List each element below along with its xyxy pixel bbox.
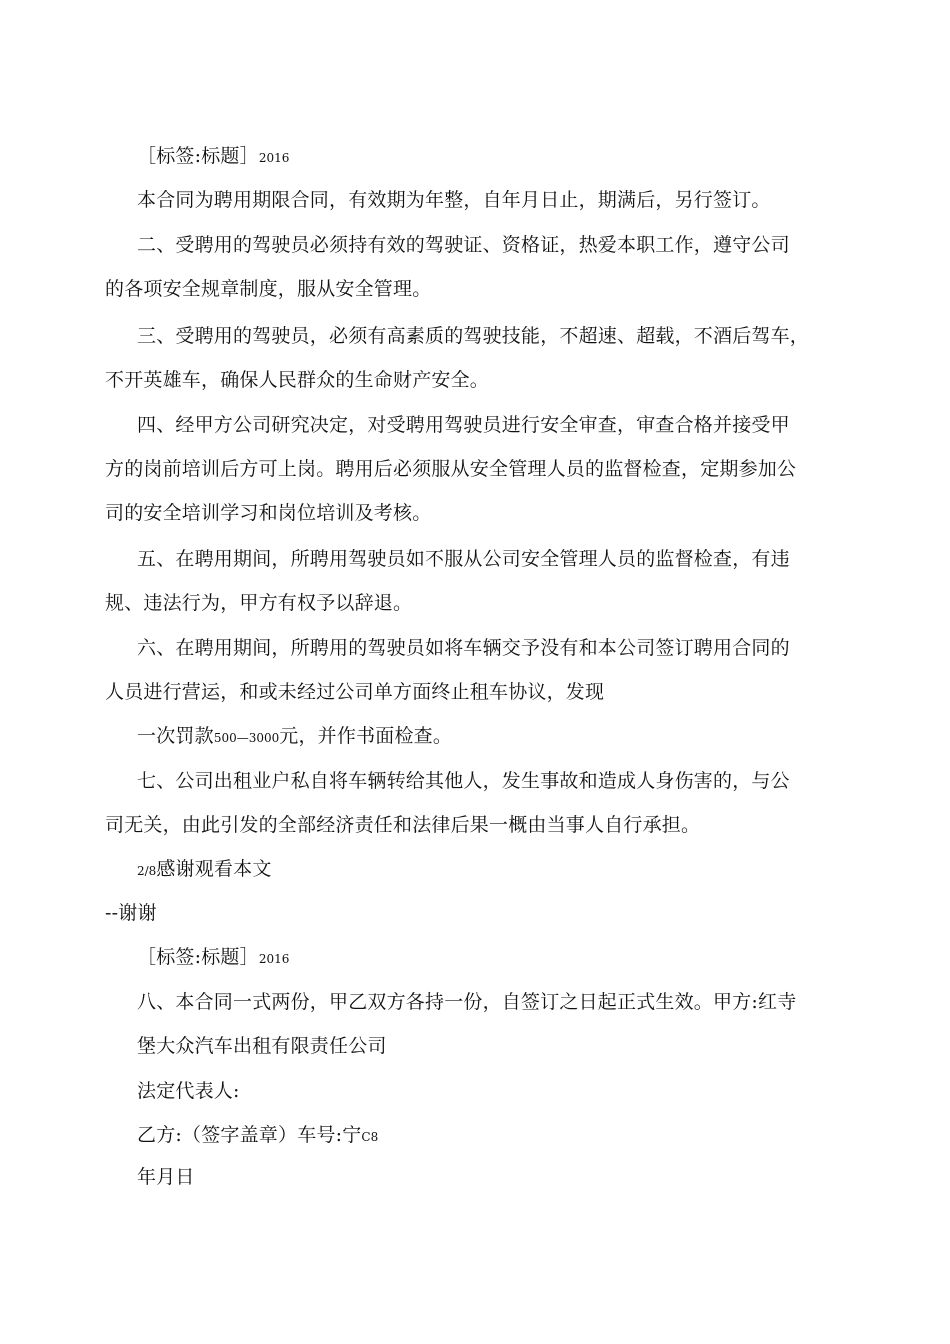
clause-8-line-2: 堡大众汽车出租有限责任公司 [137,1035,387,1057]
tag-line-2 [137,942,289,969]
tag-label: ［标签:标题］ [137,145,259,167]
clause-4-line-1: 四、经甲方公司研究决定，对受聘用驾驶员进行安全审查，审查合格并接受甲 [137,414,790,436]
clause-6-line-3 [137,721,452,748]
legal-representative: 法定代表人: [137,1080,240,1102]
clause-6-line-2: 人员进行营运，和或未经过公司单方面终止租车协议，发现 [105,681,605,703]
party-b-label: 乙方:（签字盖章）车号:宁 [137,1124,362,1146]
thanks-text: 感谢观看本文 [156,858,272,880]
fine-prefix: 一次罚款 [137,725,214,747]
clause-4-line-2: 方的岗前培训后方可上岗。聘用后必须服从安全管理人员的监督检查，定期参加公 [105,458,797,480]
fine-suffix: 元，并作书面检查。 [279,725,453,747]
clause-8-line-1: 八、本合同一式两份，甲乙双方各持一份，自签订之日起正式生效。甲方:红寺 [137,991,797,1013]
clause-5-line-2: 规、违法行为，甲方有权予以辞退。 [105,592,413,614]
clause-3-line-2: 不开英雄车，确保人民群众的生命财产安全。 [105,369,490,391]
clause-2-line-1: 二、受聘用的驾驶员必须持有效的驾驶证、资格证，热爱本职工作，遵守公司 [137,234,790,256]
thanks-line: --谢谢 [105,902,157,924]
tag-line-1 [137,141,289,168]
year-label: 2016 [258,952,290,966]
clause-5-line-1: 五、在聘用期间，所聘用驾驶员如不服从公司安全管理人员的监督检查，有违 [137,548,790,570]
clause-7-line-1: 七、公司出租业户私自将车辆转给其他人，发生事故和造成人身伤害的，与公 [137,770,790,792]
page-number: 2/8 [137,864,157,878]
clause-4-line-3: 司的安全培训学习和岗位培训及考核。 [105,502,432,524]
year-label: 2016 [258,151,290,165]
clause-6-line-1: 六、在聘用期间，所聘用的驾驶员如将车辆交予没有和本公司签订聘用合同的 [137,637,790,659]
tag-label: ［标签:标题］ [137,946,259,968]
date-line: 年月日 [137,1166,195,1188]
fine-amount: 500—3000 [213,731,280,745]
clause-3-line-1: 三、受聘用的驾驶员，必须有高素质的驾驶技能，不超速、超载，不酒后驾车， [137,325,810,347]
clause-7-line-2: 司无关，由此引发的全部经济责任和法律后果一概由当事人自行承担。 [105,814,701,836]
plate-number: C8 [361,1130,379,1144]
party-b-line [137,1120,378,1147]
page-footer [137,854,272,881]
intro-paragraph: 本合同为聘用期限合同，有效期为年整，自年月日止，期满后，另行签订。 [137,189,771,211]
clause-2-line-2: 的各项安全规章制度，服从安全管理。 [105,278,432,300]
